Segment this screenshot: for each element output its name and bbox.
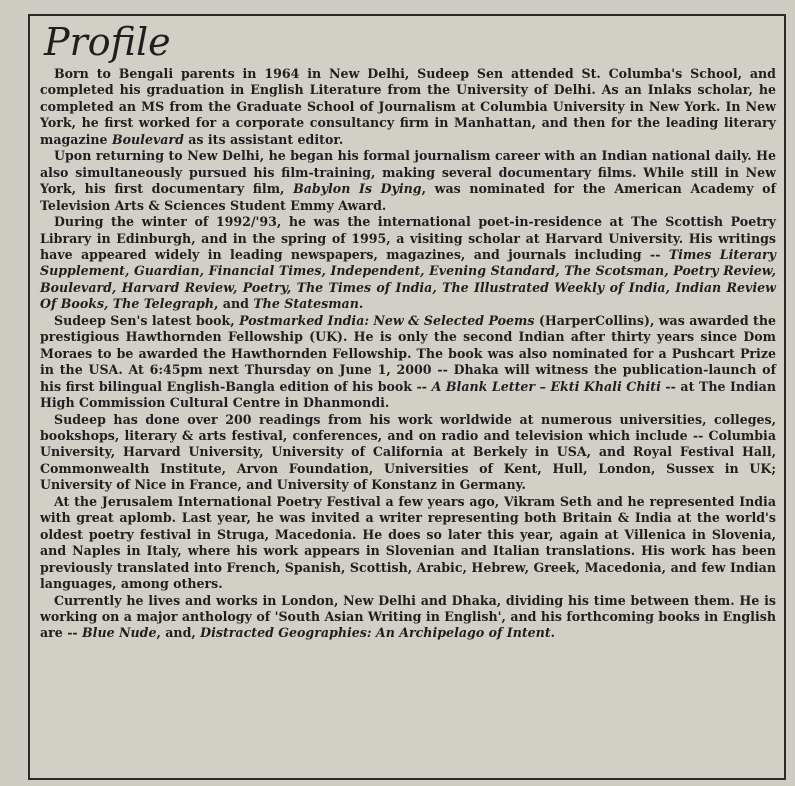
italic-title-text: Boulevard xyxy=(111,131,184,147)
body-text-run: -- at The Indian High Commission Cultural Centre in Dhanmondi. xyxy=(40,378,776,411)
italic-title-text: Babylon Is Dying xyxy=(293,181,422,197)
italic-title-text: Times Literary Supplement, Guardian, Financial Times, Independent, Evening Standard, The Scotsman, Poetry Review, Boulevard, Harvard Review, Poetry, The Times of India, The Illustrated Weekly of India, Indian Review Of Books, The Telegraph xyxy=(40,246,776,312)
body-text-run: , and, xyxy=(156,625,201,641)
body-text-run: At the Jerusalem International Poetry Festival a few years ago, Vikram Seth and he represented India with great aplomb. Last year, he was invited a writer representing both Britain & India at the world's oldest poetry festival in Struga, Macedonia. He does so later this year, again at Villenica in Slovenia, and Naples in Italy, where his work appears in Slovenian and Italian translations. His work has been previously translated into French, Spanish, Scottish, Arabic, Hebrew, Greek, Macedonia, and few Indian languages, among others. xyxy=(40,493,776,592)
profile-heading: Profile xyxy=(44,20,171,64)
italic-title-text: A Blank Letter – Ekti Khali Chiti xyxy=(431,378,661,394)
body-text-run: as its assistant editor. xyxy=(183,131,344,147)
body-text-run: , and xyxy=(214,296,254,312)
paragraph xyxy=(40,412,776,494)
paragraph xyxy=(40,313,776,412)
profile-body xyxy=(40,66,776,642)
italic-title-text: Blue Nude xyxy=(82,625,157,641)
body-text-run: Currently he lives and works in London, New Delhi and Dhaka, dividing his time between them. He is working on a major anthology of 'South Asian Writing in English', and his forthcoming books in English are -- xyxy=(40,592,776,641)
italic-title-text: Postmarked India: New & Selected Poems xyxy=(239,312,535,328)
paragraph xyxy=(40,214,776,313)
italic-title-text: Distracted Geographies: An Archipelago of Intent xyxy=(200,625,551,641)
body-text-run: Born to Bengali parents in 1964 in New Delhi, Sudeep Sen attended St. Columba's School, and completed his graduation in English Literature from the University of Delhi. As an Inlaks scholar, he completed an MS from the Graduate School of Journalism at Columbia University in New York. In New York, he first worked for a corporate consultancy firm in Manhattan, and then for the leading literary magazine xyxy=(40,66,776,147)
body-text-run: Sudeep Sen's latest book, xyxy=(54,312,240,328)
paragraph xyxy=(40,66,776,148)
body-text-run: . xyxy=(550,625,556,641)
body-text-run: Sudeep has done over 200 readings from his work worldwide at numerous universities, colleges, bookshops, literary & arts festival, conferences, and on radio and television which include -- Columbia University, Harvard University, University of California at Berkely in USA, and Royal Festival Hall, Commonwealth Institute, Arvon Foundation, Universities of Kent, Hull, London, Sussex in UK; University of Nice in France, and University of Konstanz in Germany. xyxy=(40,411,776,493)
paragraph xyxy=(40,494,776,593)
paragraph xyxy=(40,593,776,642)
body-text-run: (HarperCollins), was awarded the prestigious Hawthornden Fellowship (UK). He is only the second Indian after thirty years since Dom Moraes to be awarded the Hawthornden Fellowship. The book was also nominated for a Pushcart Prize in the USA. At 6:45pm next Thursday on June 1, 2000 -- Dhaka will witness the publication-launch of his first bilingual English-Bangla edition of his book -- xyxy=(40,312,776,394)
paragraph xyxy=(40,148,776,214)
body-text-run: Upon returning to New Delhi, he began his formal journalism career with an Indian national daily. He also simultaneously pursued his film-training, making several documentary films. While still in New York, his first documentary film, xyxy=(40,148,776,197)
profile-box xyxy=(28,14,786,780)
body-text-run: , was nominated for the American Academy of Television Arts & Sciences Student Emmy Award. xyxy=(40,181,776,213)
italic-title-text: The Statesman xyxy=(253,296,359,312)
body-text-run: . xyxy=(358,296,364,312)
body-text-run: During the winter of 1992/'93, he was the international poet-in-residence at The Scottish Poetry Library in Edinburgh, and in the spring of 1995, a visiting scholar at Harvard University. His writings have appeared widely in leading newspapers, magazines, and journals including -- xyxy=(40,214,776,262)
